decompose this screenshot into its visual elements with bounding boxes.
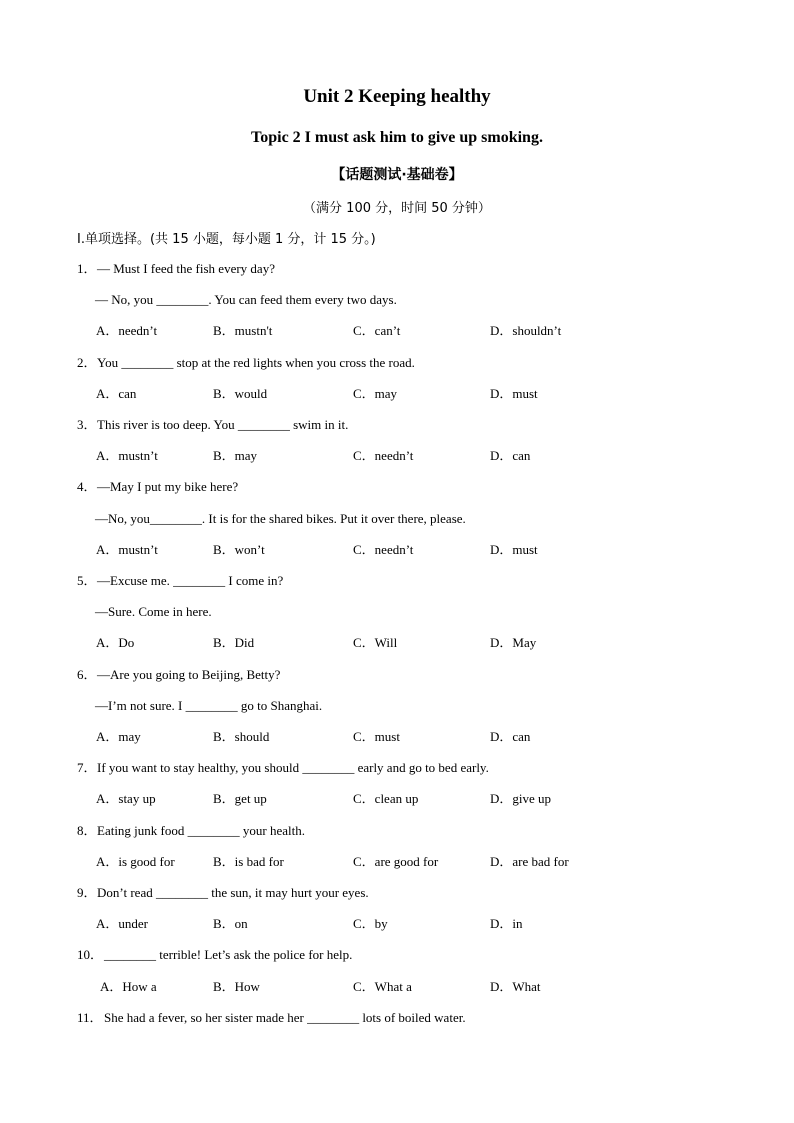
option-c[interactable]: C．What a	[353, 978, 412, 994]
question-text: —Are you going to Beijing, Betty?	[97, 666, 281, 682]
test-type-badge: 【话题测试·基础卷】	[331, 167, 463, 183]
question-text: If you want to stay healthy, you should ________ early and go to bed early.	[97, 760, 489, 776]
question-number: 3．	[77, 417, 97, 432]
option-a[interactable]: A．is good for	[96, 853, 175, 869]
option-c[interactable]: C．needn’t	[353, 448, 414, 464]
page-title: Unit 2 Keeping healthy	[303, 86, 491, 107]
option-a[interactable]: A．mustn’t	[96, 541, 158, 557]
option-d[interactable]: D．shouldn’t	[490, 323, 562, 339]
option-d[interactable]: D．can	[490, 448, 531, 464]
score-time-info: （满分 100 分，时间 50 分钟）	[303, 201, 491, 216]
option-c[interactable]: C．may	[353, 385, 398, 401]
question-text: You ________ stop at the red lights when you cross the road.	[97, 354, 415, 370]
option-a[interactable]: A．under	[96, 916, 148, 932]
question-number: 10．	[77, 947, 104, 963]
question-text: Don’t read ________ the sun, it may hurt your eyes.	[97, 885, 369, 900]
option-c[interactable]: C．by	[353, 916, 388, 932]
question-text: She had a fever, so her sister made her ________ lots of boiled water.	[104, 1009, 466, 1025]
question-number: 5．	[77, 573, 97, 588]
option-c[interactable]: C．must	[353, 729, 400, 744]
question-number: 4．	[77, 479, 97, 495]
question-number: 1．	[77, 261, 97, 276]
option-b[interactable]: B．on	[213, 916, 248, 932]
option-b[interactable]: B．get up	[213, 791, 267, 807]
option-a[interactable]: A．can	[96, 385, 137, 401]
option-d[interactable]: D．give up	[490, 791, 552, 807]
question-dialogue-line: —Sure. Come in here.	[95, 604, 212, 620]
option-d[interactable]: D．can	[490, 729, 531, 744]
option-b[interactable]: B．won’t	[213, 541, 265, 557]
option-d[interactable]: D．are bad for	[490, 853, 569, 869]
option-d[interactable]: D．must	[490, 385, 538, 401]
option-c[interactable]: C．are good for	[353, 853, 439, 869]
option-c[interactable]: C．needn’t	[353, 541, 414, 557]
question-text: — Must I feed the fish every day?	[97, 261, 275, 276]
option-d[interactable]: D．May	[490, 635, 537, 651]
question-text: —May I put my bike here?	[97, 479, 239, 495]
option-c[interactable]: C．clean up	[353, 791, 419, 807]
question-number: 7．	[77, 760, 97, 776]
question-number: 2．	[77, 354, 97, 370]
question-number: 9．	[77, 885, 97, 900]
question-number: 8．	[77, 822, 97, 838]
option-c[interactable]: C．Will	[353, 635, 398, 651]
option-b[interactable]: B．should	[213, 729, 270, 744]
option-b[interactable]: B．How	[213, 978, 260, 994]
option-a[interactable]: A．stay up	[96, 791, 156, 807]
question-text: ________ terrible! Let’s ask the police for help.	[104, 947, 353, 963]
page-subtitle: Topic 2 I must ask him to give up smoking.	[251, 129, 543, 146]
option-d[interactable]: D．What	[490, 978, 541, 994]
section-heading: I.单项选择。(共 15 小题，每小题 1 分，计 15 分。)	[77, 232, 376, 247]
question-dialogue-line: —I’m not sure. I ________ go to Shanghai.	[95, 697, 323, 713]
option-a[interactable]: A．needn’t	[96, 323, 158, 339]
question-text: —Excuse me. ________ I come in?	[97, 573, 284, 588]
question-number: 6．	[77, 666, 97, 682]
option-b[interactable]: B．mustn't	[213, 323, 273, 339]
option-c[interactable]: C．can’t	[353, 323, 401, 339]
option-a[interactable]: A．mustn’t	[96, 448, 158, 464]
option-b[interactable]: B．may	[213, 448, 258, 464]
option-a[interactable]: A．How a	[100, 978, 157, 994]
option-a[interactable]: A．Do	[96, 635, 135, 651]
option-d[interactable]: D．must	[490, 541, 538, 557]
option-a[interactable]: A．may	[96, 729, 141, 744]
option-b[interactable]: B．is bad for	[213, 853, 284, 869]
question-dialogue-line: —No, you________. It is for the shared bikes. Put it over there, please.	[95, 510, 466, 526]
question-text: Eating junk food ________ your health.	[97, 822, 305, 838]
question-number: 11．	[77, 1009, 103, 1025]
option-b[interactable]: B．would	[213, 385, 268, 401]
question-dialogue-line: — No, you ________. You can feed them every two days.	[95, 292, 397, 308]
option-b[interactable]: B．Did	[213, 635, 255, 651]
question-text: This river is too deep. You ________ swim in it.	[97, 417, 349, 432]
option-d[interactable]: D．in	[490, 916, 523, 932]
